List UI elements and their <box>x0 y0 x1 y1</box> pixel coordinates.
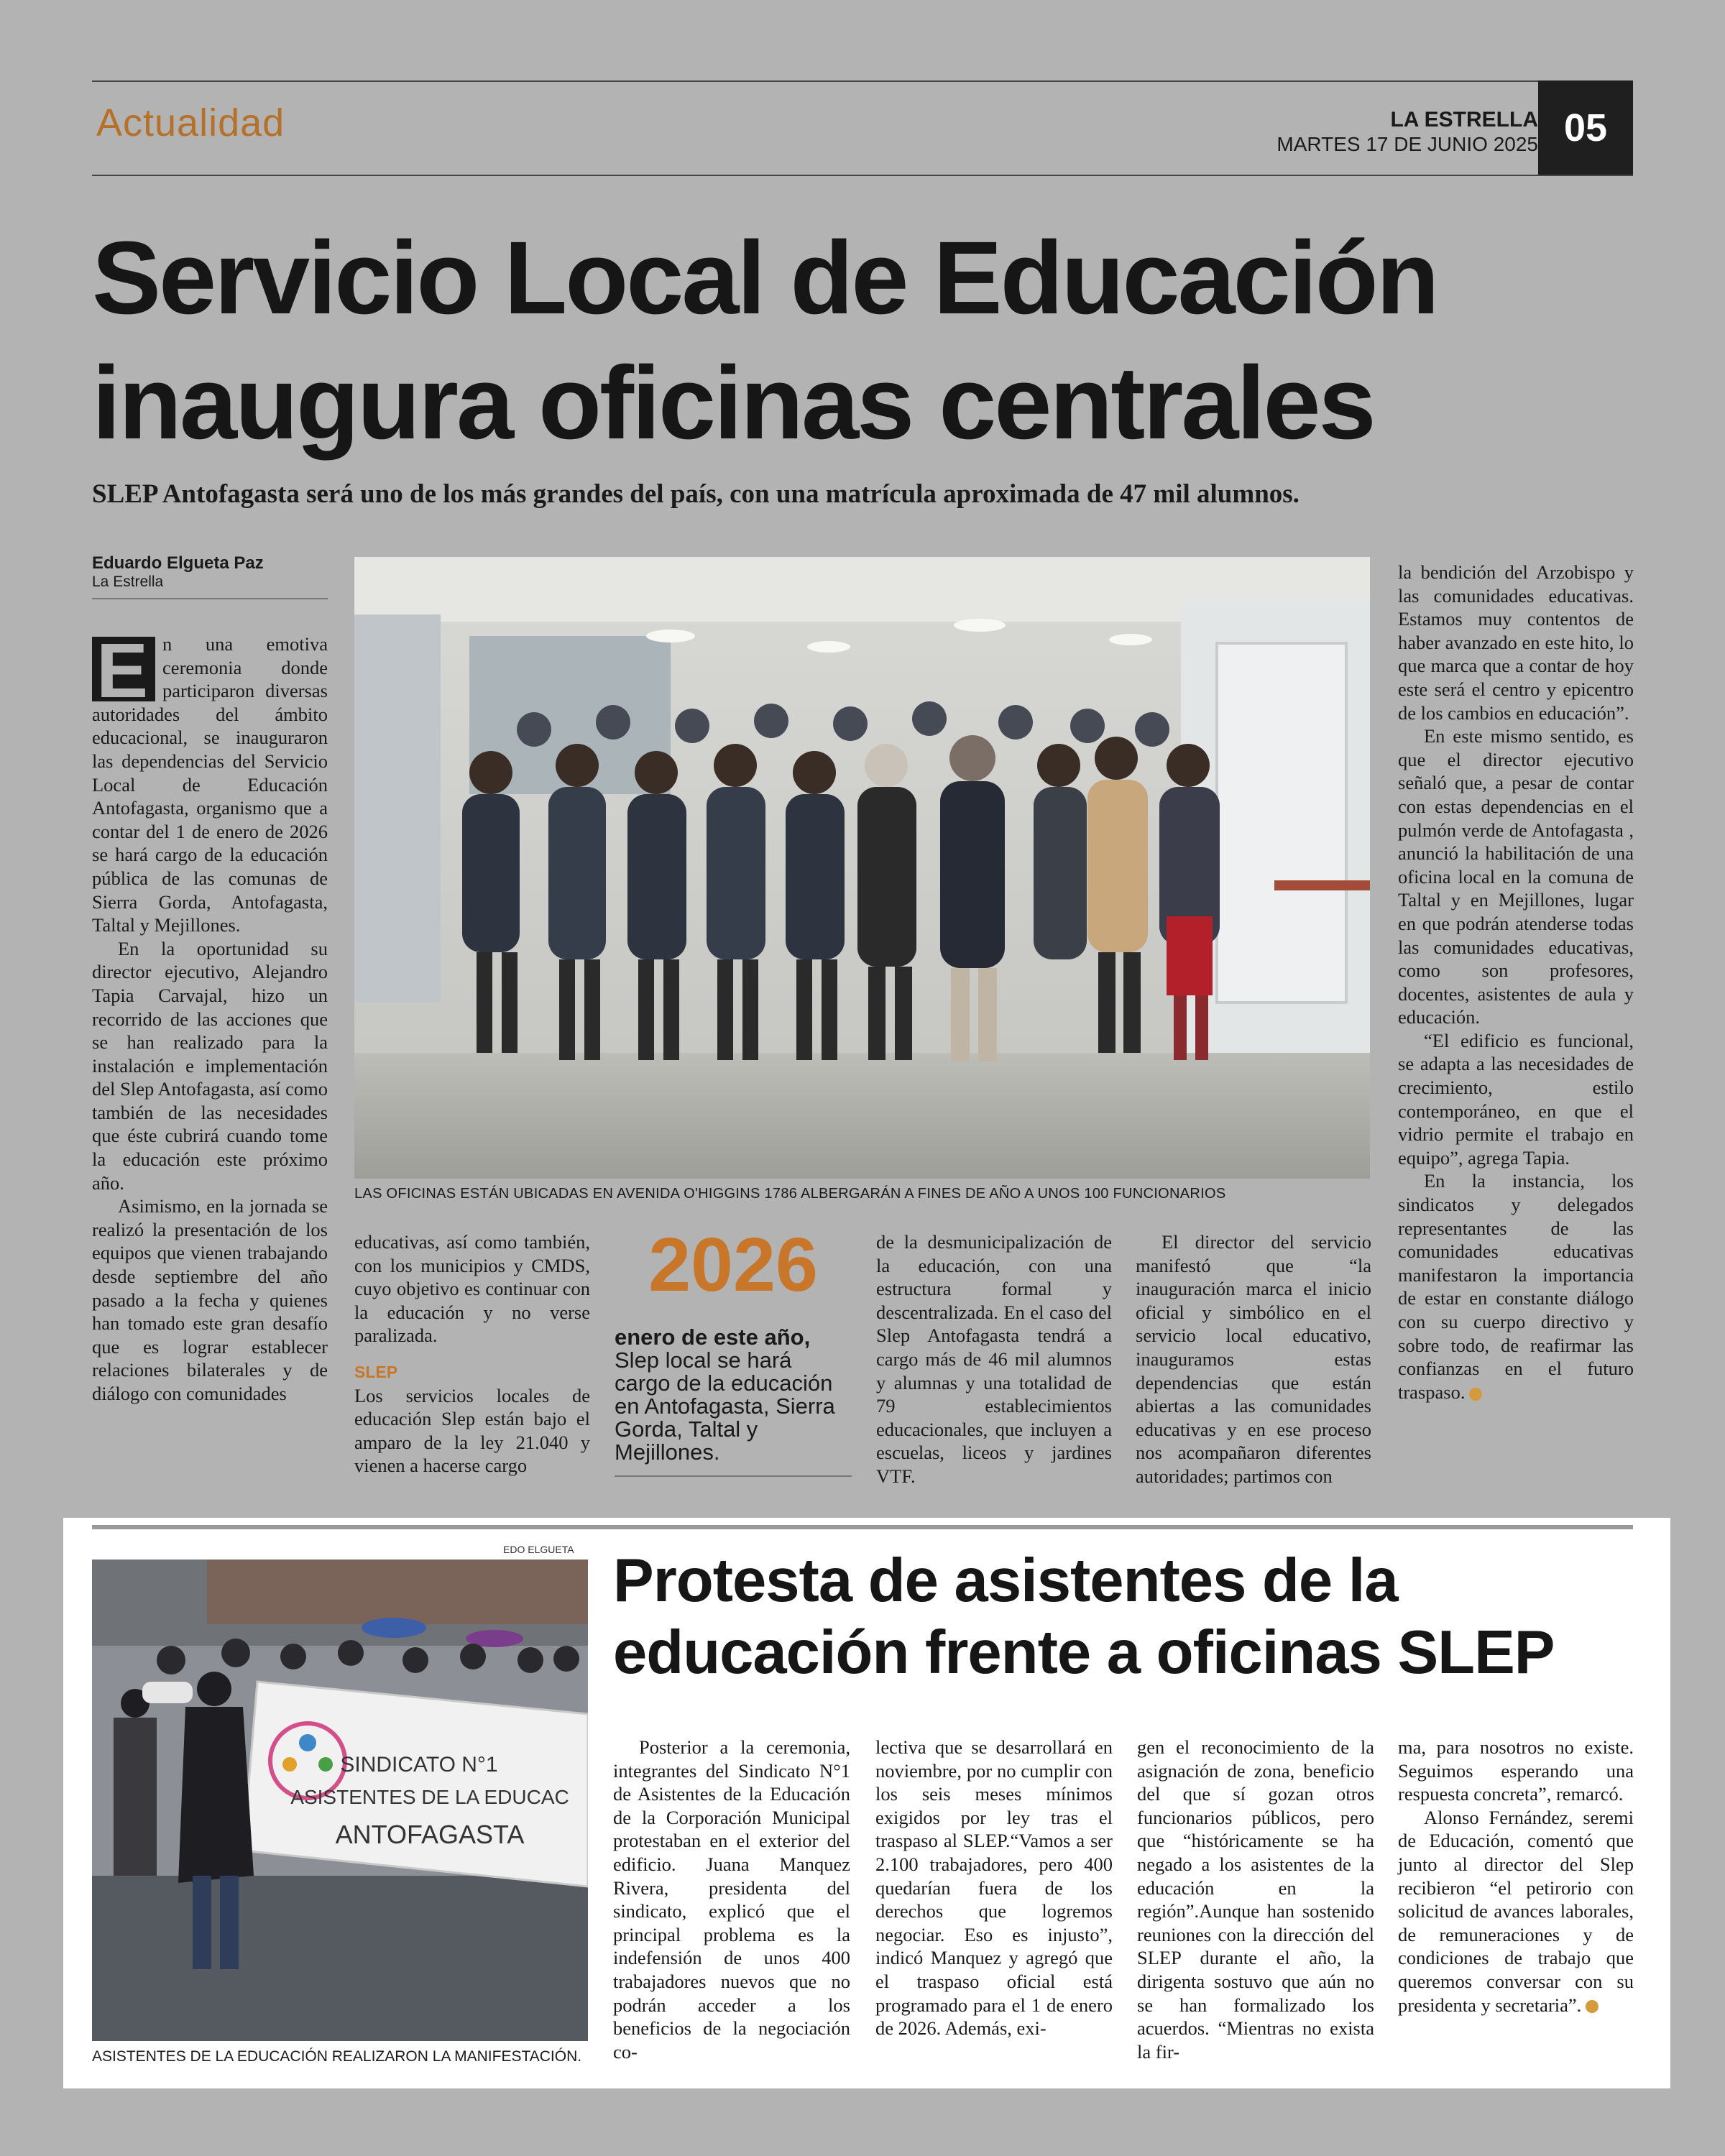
paragraph: “El edificio es funcional, se adapta a las necesidades de crecimiento, estilo contemporáneo, en que el vidrio permite el trabajo en equipo”, agrega Tapia. <box>1398 1029 1634 1169</box>
paragraph: educativas, así como también, con los municipios y CMDS, cuyo objetivo es continuar con la educación y no verse paralizada. <box>354 1231 590 1347</box>
paragraph: En este mismo sentido, es que el director ejecutivo señaló que, a pesar de contar con estas dependencias en el pulmón verde de Antofagasta , anunció la habilitación de una oficina local en la comuna de Taltal y en Mejillones, lugar en que podrán atenderse todas las comunidades educativas, como son profesores, docentes, asistentes de aula y educación. <box>1398 725 1634 1028</box>
highlight-year: 2026 <box>648 1222 818 1307</box>
paragraph: de la desmunicipalización de la educación, con una estructura formal y descentralizada. En el caso del Slep Antofagasta tendrá a cargo más de 46 mil alumnos y alumnas y una totalidad de 79 establecimientos educacionales, que incluyen a escuelas, liceos y jardines VTF. <box>876 1231 1112 1487</box>
banner-text-3: ANTOFAGASTA <box>335 1820 525 1849</box>
paragraph: n una emotiva ceremonia donde participaron diversas autoridades del ámbito educacional, se inauguraron las dependencias del Servicio Local de Educación Antofagasta, organismo que a contar del 1 de enero de 2026 se hará cargo de la educación pública de las comunas de Sierra Gorda, Antofagasta, Taltal y Mejillones. <box>92 633 328 936</box>
paragraph: En la oportunidad su director ejecutivo, Alejandro Tapia Carvajal, hizo un recorrido de las acciones que se han realizado para la instalación e implementación del Slep Antofagasta, así como también de las necesidades que éste cubrirá cuando tome la educación este próximo año. <box>92 937 328 1194</box>
protest-photo-image <box>92 1560 588 2041</box>
main-photo-caption: LAS OFICINAS ESTÁN UBICADAS EN AVENIDA O'HIGGINS 1786 ALBERGARÁN A FINES DE AÑO A UNOS 100 FUNCIONARIOS <box>354 1186 1226 1202</box>
main-column-4 <box>1136 1230 1371 1488</box>
article-end-icon <box>1469 1388 1482 1401</box>
newspaper-name: LA ESTRELLA <box>1390 108 1538 132</box>
paragraph: El director del servicio manifestó que “la inauguración marca el inicio oficial y simbólico en el servicio local educativo, inauguramos estas dependencias que están abiertas a las comunidades educativas y en ese proceso nos acompañaron diferentes autoridades; partimos con <box>1136 1231 1371 1487</box>
article-end-icon <box>1586 2000 1598 2013</box>
highlight-text <box>615 1326 852 1477</box>
second-column-4 <box>1398 1736 1634 2017</box>
main-column-2 <box>354 1230 590 1478</box>
highlight-body: Slep local se hará cargo de la educación en Antofagasta, Sierra Gorda, Taltal y Mejillones. <box>615 1348 835 1465</box>
paragraph: ma, para nosotros no existe. Seguimos esperando una respuesta concreta”, remarcó. <box>1398 1736 1634 1805</box>
main-column-1 <box>92 627 328 1502</box>
header-top-rule <box>92 80 1633 82</box>
paragraph-text: En la instancia, los sindicatos y delegados representantes de las comunidades educativas manifestaron la importancia de estar en constante diálogo con su cuerpo directivo y sobre todo, de reafirmar las confianzas en el futuro traspaso. <box>1398 1170 1634 1403</box>
second-article-rule <box>92 1525 1633 1529</box>
paragraph: gen el reconocimiento de la asignación de zona, beneficio del que sí gozan otros funcionarios públicos, pero que “históricamente se ha negado a los asistentes de la educación en la región”.Aunque han sostenido reuniones con la dirección del SLEP durante el año, la dirigenta sostuvo que aún no se han formalizado los acuerdos. “Mientras no exista la fir- <box>1137 1736 1374 2063</box>
masthead <box>1276 108 1538 157</box>
paragraph: Los servicios locales de educación Slep están bajo el amparo de la ley 21.040 y vienen a hacerse cargo <box>354 1384 590 1477</box>
main-photo <box>354 557 1370 1179</box>
office-group-photo <box>354 557 1370 1179</box>
page-number: 05 <box>1538 80 1633 175</box>
main-column-3 <box>876 1230 1112 1488</box>
subsection-kicker: SLEP <box>354 1362 398 1381</box>
photo-credit: EDO ELGUETA <box>503 1544 574 1555</box>
second-column-2 <box>875 1736 1113 2040</box>
second-column-3 <box>1137 1736 1374 2063</box>
paragraph-text: Alonso Fernández, seremi de Educación, comentó que junto al director del Slep recibieron “el petirorio con solicitud de avances laborales, de remuneraciones y de condiciones de trabajo que queremos conversar con su presidenta y secretaria”. <box>1398 1806 1634 2016</box>
main-headline: Servicio Local de Educación inaugura oficinas centrales <box>92 220 1438 461</box>
issue-date: MARTES 17 DE JUNIO 2025 <box>1276 133 1538 155</box>
author-org: La Estrella <box>92 573 164 590</box>
paragraph <box>1398 1169 1634 1404</box>
drop-cap: E <box>92 637 155 701</box>
main-subhead: SLEP Antofagasta será uno de los más grandes del país, con una matrícula aproximada de 47 mil alumnos. <box>92 479 1300 509</box>
paragraph: Posterior a la ceremonia, integrantes del Sindicato N°1 de Asistentes de la Educación de la Corporación Municipal protestaban en el exterior del edificio. Juana Manquez Rivera, presidenta del sindicato, explicó que el principal problema es la indefensión de unos 400 trabajadores nuevos que no podrán acceder a los beneficios de la negociación co- <box>613 1736 850 2063</box>
header-bottom-rule <box>92 175 1633 176</box>
protest-photo <box>92 1560 588 2041</box>
banner-text-1: SINDICATO N°1 <box>340 1753 498 1777</box>
paragraph: la bendición del Arzobispo y las comunidades educativas. Estamos muy contentos de haber avanzado en este hito, lo que marca que a contar de hoy este será el centro y epicentro de los cambios en educación”. <box>1398 561 1634 724</box>
paragraph: Asimismo, en la jornada se realizó la presentación de los equipos que vienen trabajando desde septiembre del año pasado a la fecha y quienes han tomado este gran desafío que es lograr establecer relaciones bilaterales y de diálogo con comunidades <box>92 1195 328 1404</box>
protest-photo-caption: ASISTENTES DE LA EDUCACIÓN REALIZARON LA MANIFESTACIÓN. <box>92 2048 582 2065</box>
section-label: Actualidad <box>96 101 285 144</box>
author-name: Eduardo Elgueta Paz <box>92 553 264 573</box>
highlight-lead: enero de este año, <box>615 1325 811 1350</box>
banner-text-2: ASISTENTES DE LA EDUCAC <box>290 1786 569 1808</box>
second-headline: Protesta de asistentes de la educación frente a oficinas SLEP <box>613 1547 1555 1687</box>
byline <box>92 553 328 599</box>
paragraph: lectiva que se desarrollará en noviembre, por no cumplir con los seis meses mínimos exigidos por ley tras el traspaso al SLEP.“Vamos a ser 2.100 trabajadores, pero 400 quedarían fuera de los derechos que logremos negociar. Eso es injusto”, indicó Manquez y agregó que el traspaso oficial está programado para el 1 de enero de 2026. Además, exi- <box>875 1736 1113 2040</box>
paragraph <box>1398 1806 1634 2017</box>
main-column-5 <box>1398 561 1634 1404</box>
second-column-1 <box>613 1736 850 2063</box>
